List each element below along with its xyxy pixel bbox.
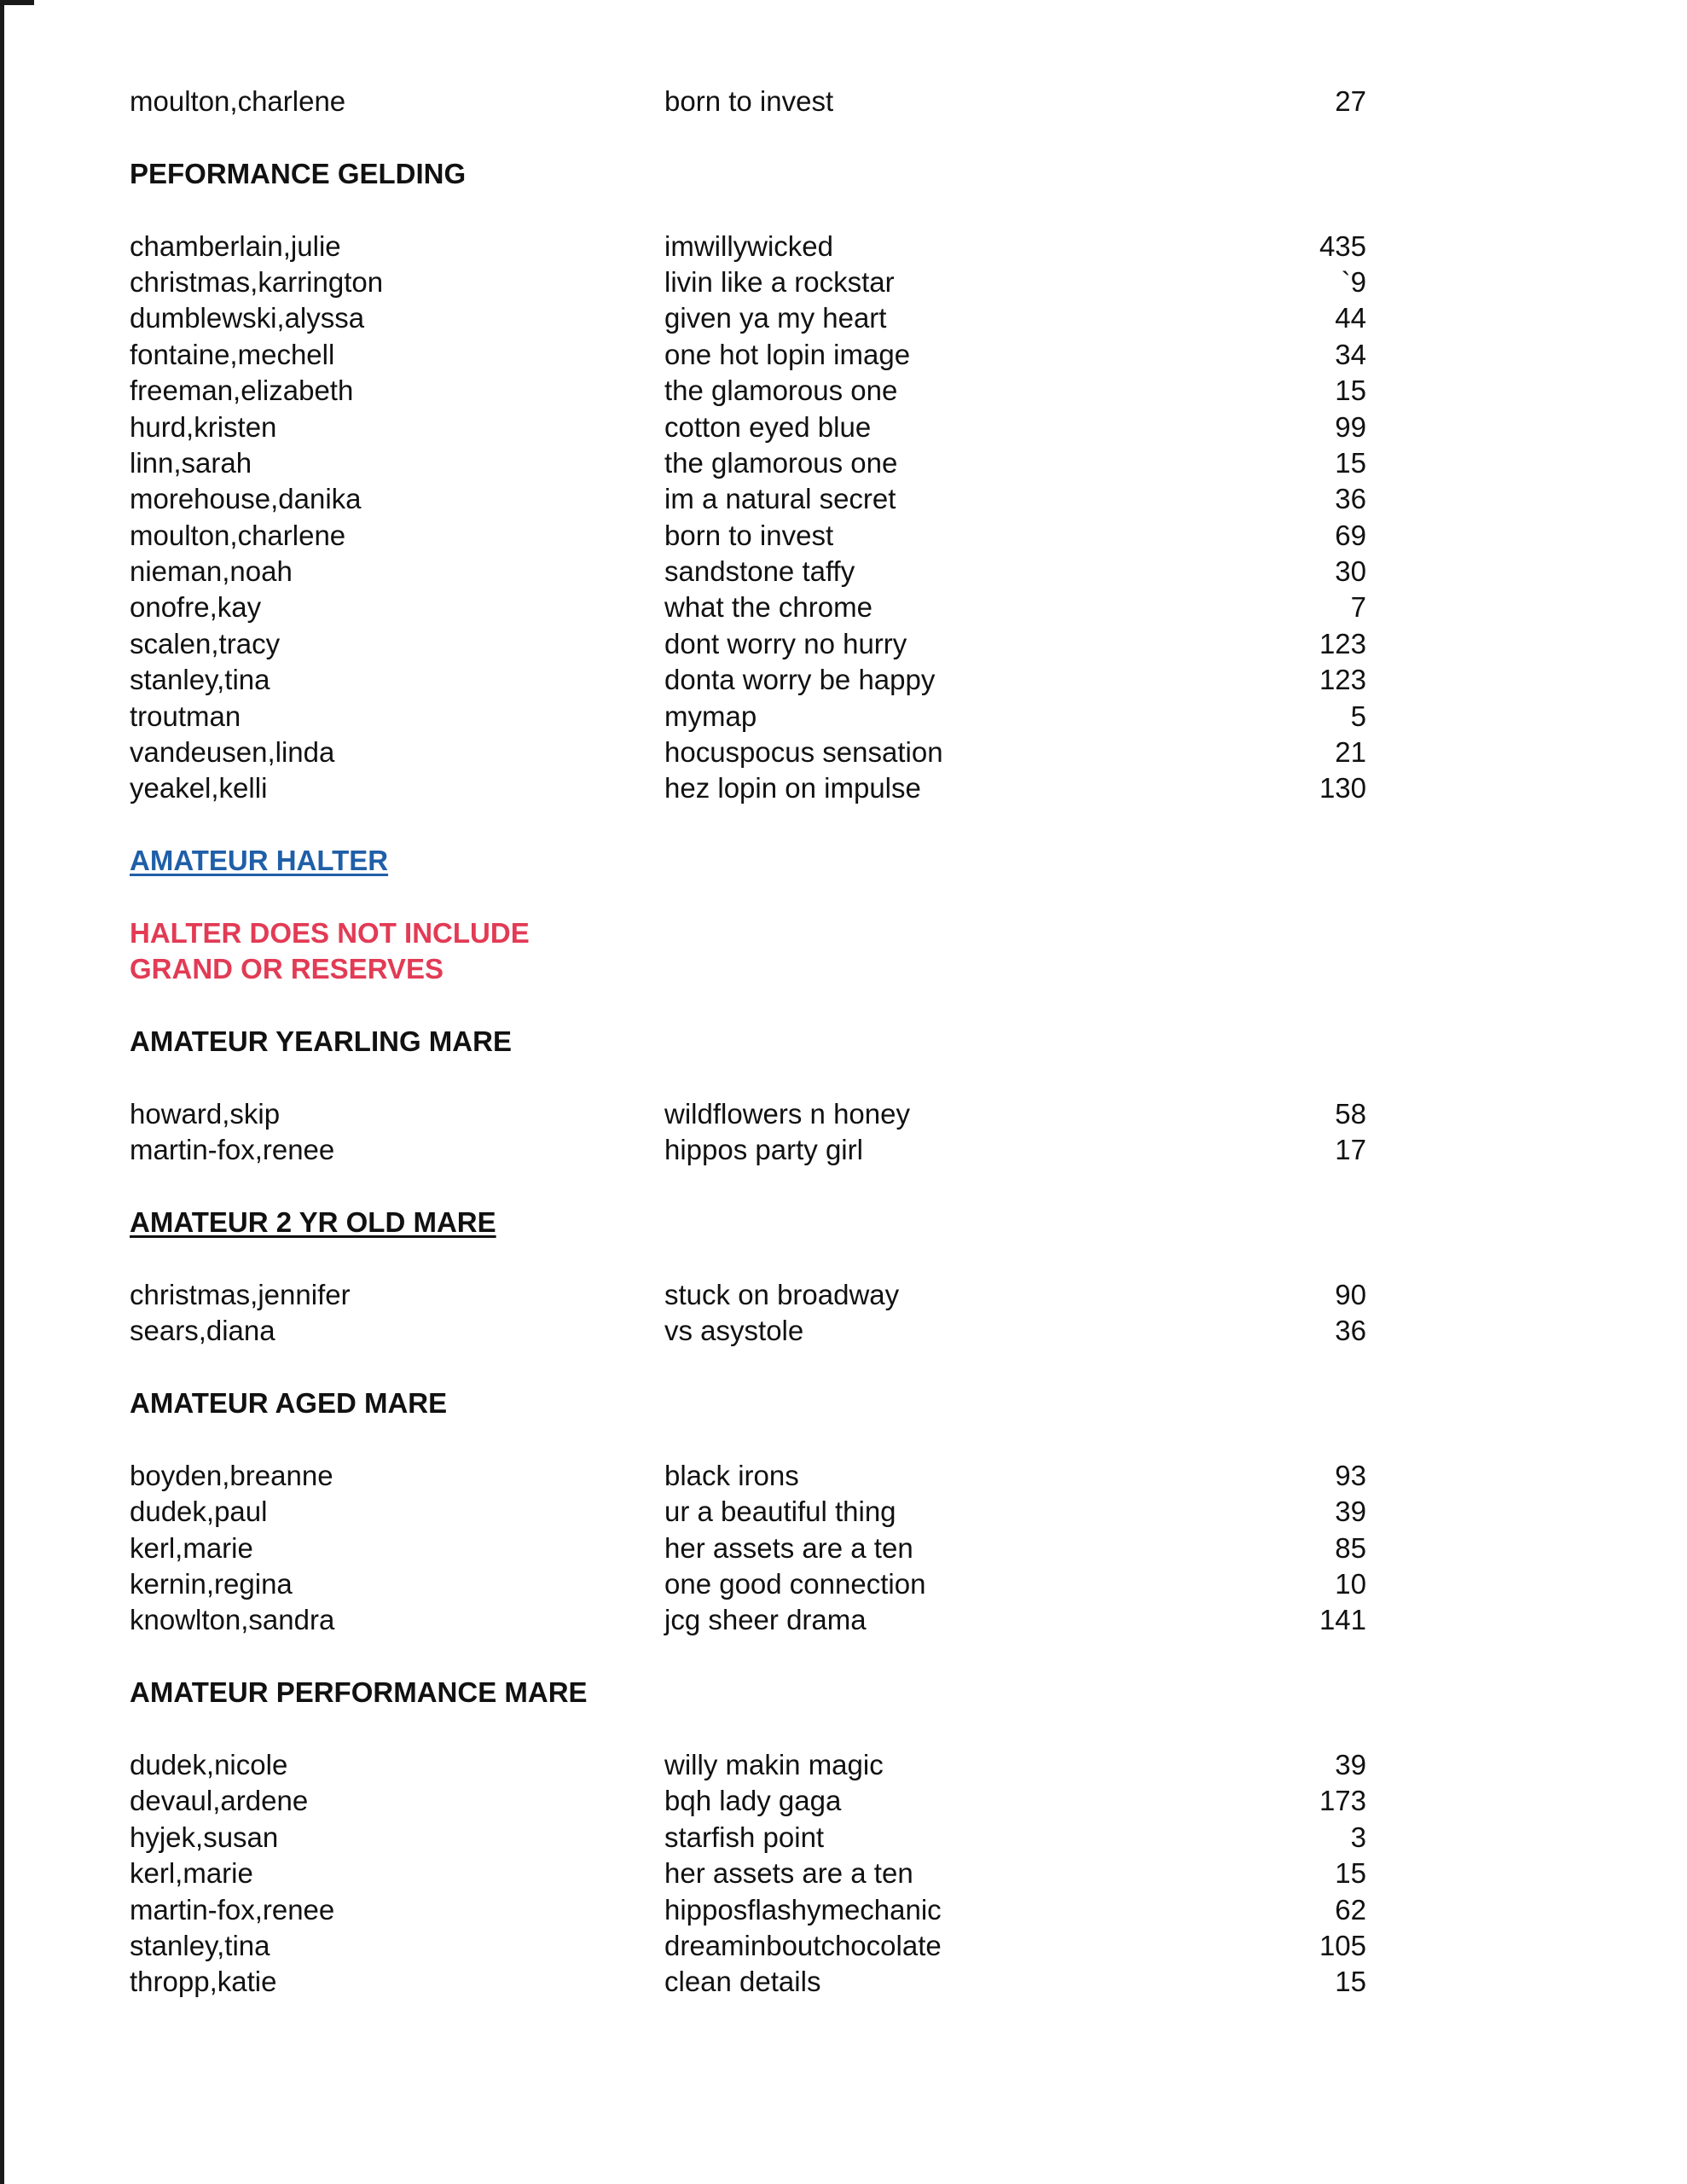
horse-name: vs asystole [664,1315,804,1347]
owner-name: hurd,kristen [130,410,277,443]
table-row [130,481,1366,517]
points-standings-page [130,84,1366,2001]
table-row [130,1132,1366,1168]
table-row [130,554,1366,590]
spacer [130,1421,1366,1457]
owner-name: dudek,nicole [130,1748,288,1780]
points-value: 69 [1335,519,1366,551]
spacer [130,192,1366,228]
spacer [130,1169,1366,1205]
points-value: 123 [1319,627,1366,659]
horse-name: willy makin magic [664,1748,884,1780]
spacer [130,988,1366,1024]
points-value: 62 [1335,1893,1366,1926]
horse-name: her assets are a ten [664,1857,913,1890]
horse-name: her assets are a ten [664,1531,913,1564]
owner-name: moulton,charlene [130,85,346,117]
table-row [130,1602,1366,1638]
spacer [130,807,1366,843]
points-value: 15 [1335,1966,1366,1998]
owner-name: kerl,marie [130,1857,253,1890]
table-row [130,410,1366,445]
section-title-amateur-halter: AMATEUR HALTER [130,845,389,877]
horse-name: black irons [664,1459,799,1491]
horse-name: clean details [664,1966,821,1998]
section-title-amateur-performance-mare: AMATEUR PERFORMANCE MARE [130,1676,588,1709]
spacer [130,1639,1366,1675]
table-row [130,1892,1366,1928]
table-row [130,735,1366,770]
points-value: 10 [1335,1568,1366,1600]
owner-name: sears,diana [130,1315,275,1347]
table-row [130,590,1366,625]
owner-name: stanley,tina [130,664,270,696]
points-value: 36 [1335,483,1366,515]
table-row [130,1531,1366,1566]
horse-name: livin like a rockstar [664,265,895,298]
points-value: 15 [1335,1857,1366,1890]
horse-name: dont worry no hurry [664,627,907,659]
table-row [130,1856,1366,1891]
table-row [130,445,1366,481]
table-row [130,699,1366,735]
table-row [130,1820,1366,1856]
owner-name: hyjek,susan [130,1821,279,1853]
owner-name: stanley,tina [130,1929,270,1961]
points-value: 17 [1335,1134,1366,1166]
owner-name: devaul,ardene [130,1785,309,1817]
scan-border-top [0,0,34,5]
table-row [130,337,1366,373]
owner-name: kerl,marie [130,1531,253,1564]
section-title-amateur-aged-mare: AMATEUR AGED MARE [130,1387,448,1420]
table-row [130,1277,1366,1313]
horse-name: imwillywicked [664,229,834,262]
horse-name: starfish point [664,1821,825,1853]
horse-name: donta worry be happy [664,664,936,696]
points-value: 93 [1335,1459,1366,1491]
owner-name: yeakel,kelli [130,772,268,804]
points-value: 85 [1335,1531,1366,1564]
section-title-performance-gelding: PEFORMANCE GELDING [130,157,467,189]
table-row [130,84,1366,119]
table-row [130,1783,1366,1819]
horse-name: what the chrome [664,591,872,624]
table-row [130,1566,1366,1602]
owner-name: martin-fox,renee [130,1893,335,1926]
points-value: 130 [1319,772,1366,804]
table-row [130,518,1366,554]
points-value: 15 [1335,375,1366,407]
owner-name: martin-fox,renee [130,1134,335,1166]
points-value: 435 [1319,229,1366,262]
owner-name: dudek,paul [130,1496,268,1528]
section-title-amateur-yearling-mare: AMATEUR YEARLING MARE [130,1025,512,1058]
horse-name: hocuspocus sensation [664,736,943,769]
horse-name: one good connection [664,1568,926,1600]
points-value: 3 [1350,1821,1366,1853]
horse-name: stuck on broadway [664,1278,900,1310]
owner-name: knowlton,sandra [130,1604,335,1636]
halter-note-line-2: GRAND OR RESERVES [130,953,443,985]
horse-name: hez lopin on impulse [664,772,921,804]
points-value: 7 [1350,591,1366,624]
table-row [130,1964,1366,2000]
horse-name: cotton eyed blue [664,410,872,443]
owner-name: freeman,elizabeth [130,375,354,407]
points-value: 141 [1319,1604,1366,1636]
spacer [130,1711,1366,1747]
horse-name: sandstone taffy [664,555,855,588]
owner-name: vandeusen,linda [130,736,335,769]
owner-name: morehouse,danika [130,483,362,515]
owner-name: kernin,regina [130,1568,293,1600]
section-title-amateur-2yr-old-mare: AMATEUR 2 YR OLD MARE [130,1206,496,1239]
horse-name: given ya my heart [664,302,887,334]
table-row [130,300,1366,336]
horse-name: one hot lopin image [664,338,911,370]
table-row [130,770,1366,806]
owner-name: thropp,katie [130,1966,277,1998]
horse-name: born to invest [664,85,834,117]
points-value: 21 [1335,736,1366,769]
points-value: 30 [1335,555,1366,588]
points-value: 27 [1335,85,1366,117]
spacer [130,880,1366,915]
points-value: 173 [1319,1785,1366,1817]
owner-name: moulton,charlene [130,519,346,551]
table-row [130,1313,1366,1349]
horse-name: bqh lady gaga [664,1785,842,1817]
horse-name: born to invest [664,519,834,551]
points-value: 39 [1335,1748,1366,1780]
table-row [130,626,1366,662]
points-value: 58 [1335,1097,1366,1130]
table-row [130,1096,1366,1132]
table-row [130,264,1366,300]
horse-name: wildflowers n honey [664,1097,910,1130]
points-value: 90 [1335,1278,1366,1310]
table-row [130,1458,1366,1494]
table-row [130,229,1366,264]
owner-name: scalen,tracy [130,627,281,659]
table-row [130,373,1366,409]
spacer [130,119,1366,155]
points-value: 34 [1335,338,1366,370]
horse-name: hippos party girl [664,1134,863,1166]
horse-name: hipposflashymechanic [664,1893,942,1926]
horse-name: the glamorous one [664,375,898,407]
table-row [130,662,1366,698]
horse-name: ur a beautiful thing [664,1496,896,1528]
owner-name: troutman [130,700,241,732]
horse-name: im a natural secret [664,483,896,515]
points-value: 105 [1319,1929,1366,1961]
table-row [130,1928,1366,1964]
horse-name: jcg sheer drama [664,1604,867,1636]
table-row [130,1747,1366,1783]
points-value: 44 [1335,302,1366,334]
points-value: 5 [1350,700,1366,732]
scan-border-left [0,0,4,2184]
owner-name: chamberlain,julie [130,229,341,262]
table-row [130,1494,1366,1530]
points-value: 123 [1319,664,1366,696]
owner-name: christmas,jennifer [130,1278,351,1310]
owner-name: linn,sarah [130,446,252,479]
owner-name: fontaine,mechell [130,338,335,370]
horse-name: the glamorous one [664,446,898,479]
points-value: 39 [1335,1496,1366,1528]
owner-name: howard,skip [130,1097,281,1130]
owner-name: dumblewski,alyssa [130,302,365,334]
points-value: 36 [1335,1315,1366,1347]
owner-name: onofre,kay [130,591,262,624]
points-value: 99 [1335,410,1366,443]
owner-name: christmas,karrington [130,265,384,298]
points-value: `9 [1341,265,1366,298]
horse-name: dreaminboutchocolate [664,1929,942,1961]
halter-note-line-1: HALTER DOES NOT INCLUDE [130,916,530,949]
owner-name: boyden,breanne [130,1459,333,1491]
spacer [130,1350,1366,1385]
owner-name: nieman,noah [130,555,293,588]
spacer [130,1241,1366,1277]
horse-name: mymap [664,700,757,732]
spacer [130,1060,1366,1096]
points-value: 15 [1335,446,1366,479]
